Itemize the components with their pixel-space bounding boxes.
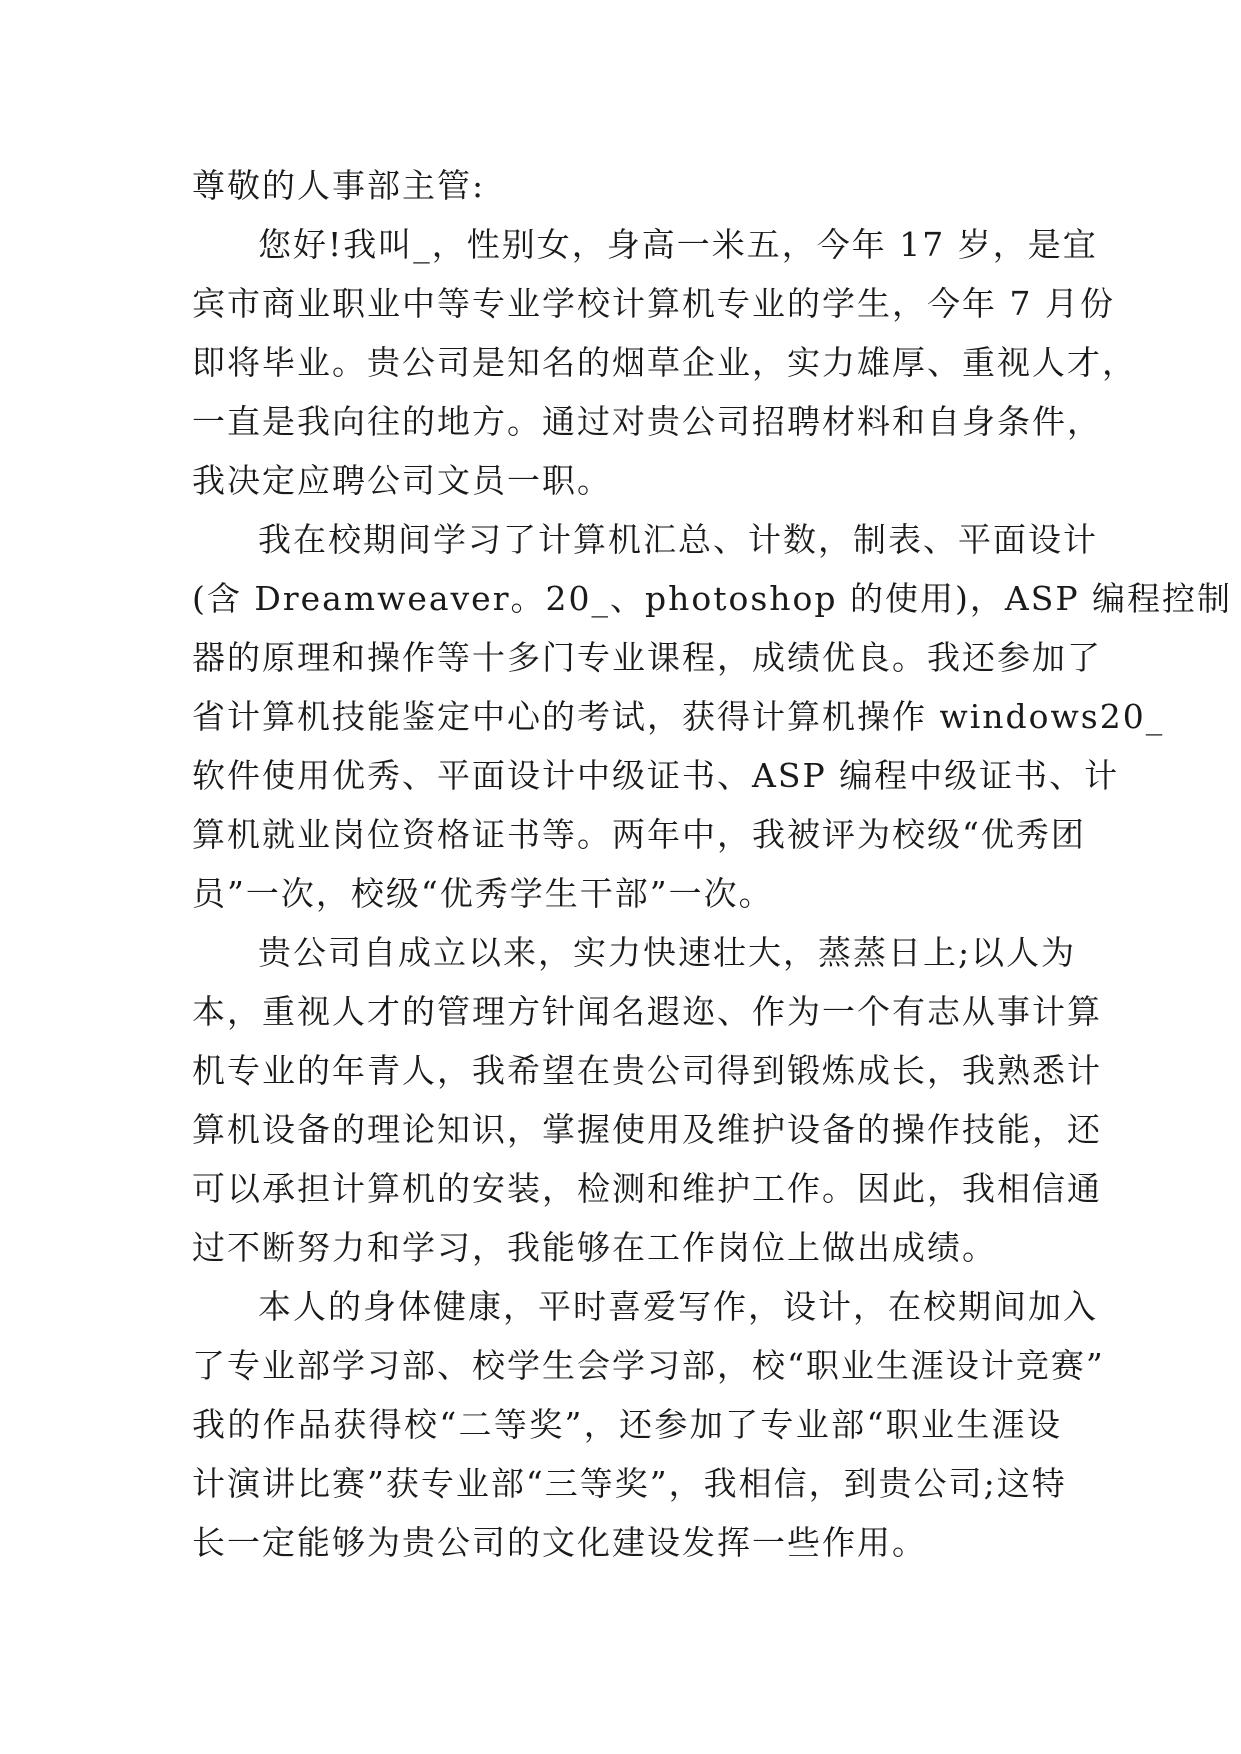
paragraph-line: 我在校期间学习了计算机汇总、计数，制表、平面设计: [258, 520, 1098, 559]
paragraph-line: 过不断努力和学习，我能够在工作岗位上做出成绩。: [192, 1228, 997, 1267]
paragraph-line: 宾市商业职业中等专业学校计算机专业的学生，今年 7 月份: [192, 284, 1115, 323]
paragraph-line: 一直是我向往的地方。通过对贵公司招聘材料和自身条件，: [192, 402, 1102, 441]
paragraph-line: 计演讲比赛”获专业部“三等奖”，我相信，到贵公司;这特: [192, 1464, 1067, 1503]
letter-body: [192, 156, 1233, 1572]
paragraph-line: 贵公司自成立以来，实力快速壮大，蒸蒸日上;以人为: [258, 933, 1077, 972]
paragraph-line: 长一定能够为贵公司的文化建设发挥一些作用。: [192, 1523, 927, 1562]
paragraph-line: (含 Dreamweaver。20_、photoshop 的使用)，ASP 编程控制: [192, 579, 1233, 618]
paragraph-line: 算机设备的理论知识，掌握使用及维护设备的操作技能，还: [192, 1110, 1102, 1149]
paragraph-line: 软件使用优秀、平面设计中级证书、ASP 编程中级证书、计: [192, 756, 1120, 795]
paragraph-line: 算机就业岗位资格证书等。两年中，我被评为校级“优秀团: [192, 815, 1086, 854]
paragraph-line: 即将毕业。贵公司是知名的烟草企业，实力雄厚、重视人才，: [192, 343, 1137, 382]
paragraph-line: 省计算机技能鉴定中心的考试，获得计算机操作 windows20_: [192, 697, 1165, 736]
paragraph-line: 了专业部学习部、校学生会学习部，校“职业生涯设计竞赛”: [192, 1346, 1105, 1385]
paragraph-line: 我决定应聘公司文员一职。: [192, 461, 612, 500]
salutation: 尊敬的人事部主管:: [192, 166, 486, 205]
paragraph-line: 本，重视人才的管理方针闻名遐迩、作为一个有志从事计算: [192, 992, 1102, 1031]
paragraph-line: 您好!我叫_，性别女，身高一米五，今年 17 岁，是宜: [258, 225, 1098, 264]
paragraph-line: 本人的身体健康，平时喜爱写作，设计，在校期间加入: [258, 1287, 1098, 1326]
paragraph-line: 我的作品获得校“二等奖”，还参加了专业部“职业生涯设: [192, 1405, 1062, 1444]
paragraph-line: 可以承担计算机的安装，检测和维护工作。因此，我相信通: [192, 1169, 1102, 1208]
paragraph-line: 员”一次，校级“优秀学生干部”一次。: [192, 874, 774, 913]
paragraph-line: 器的原理和操作等十多门专业课程，成绩优良。我还参加了: [192, 638, 1102, 677]
paragraph-line: 机专业的年青人，我希望在贵公司得到锻炼成长，我熟悉计: [192, 1051, 1102, 1090]
